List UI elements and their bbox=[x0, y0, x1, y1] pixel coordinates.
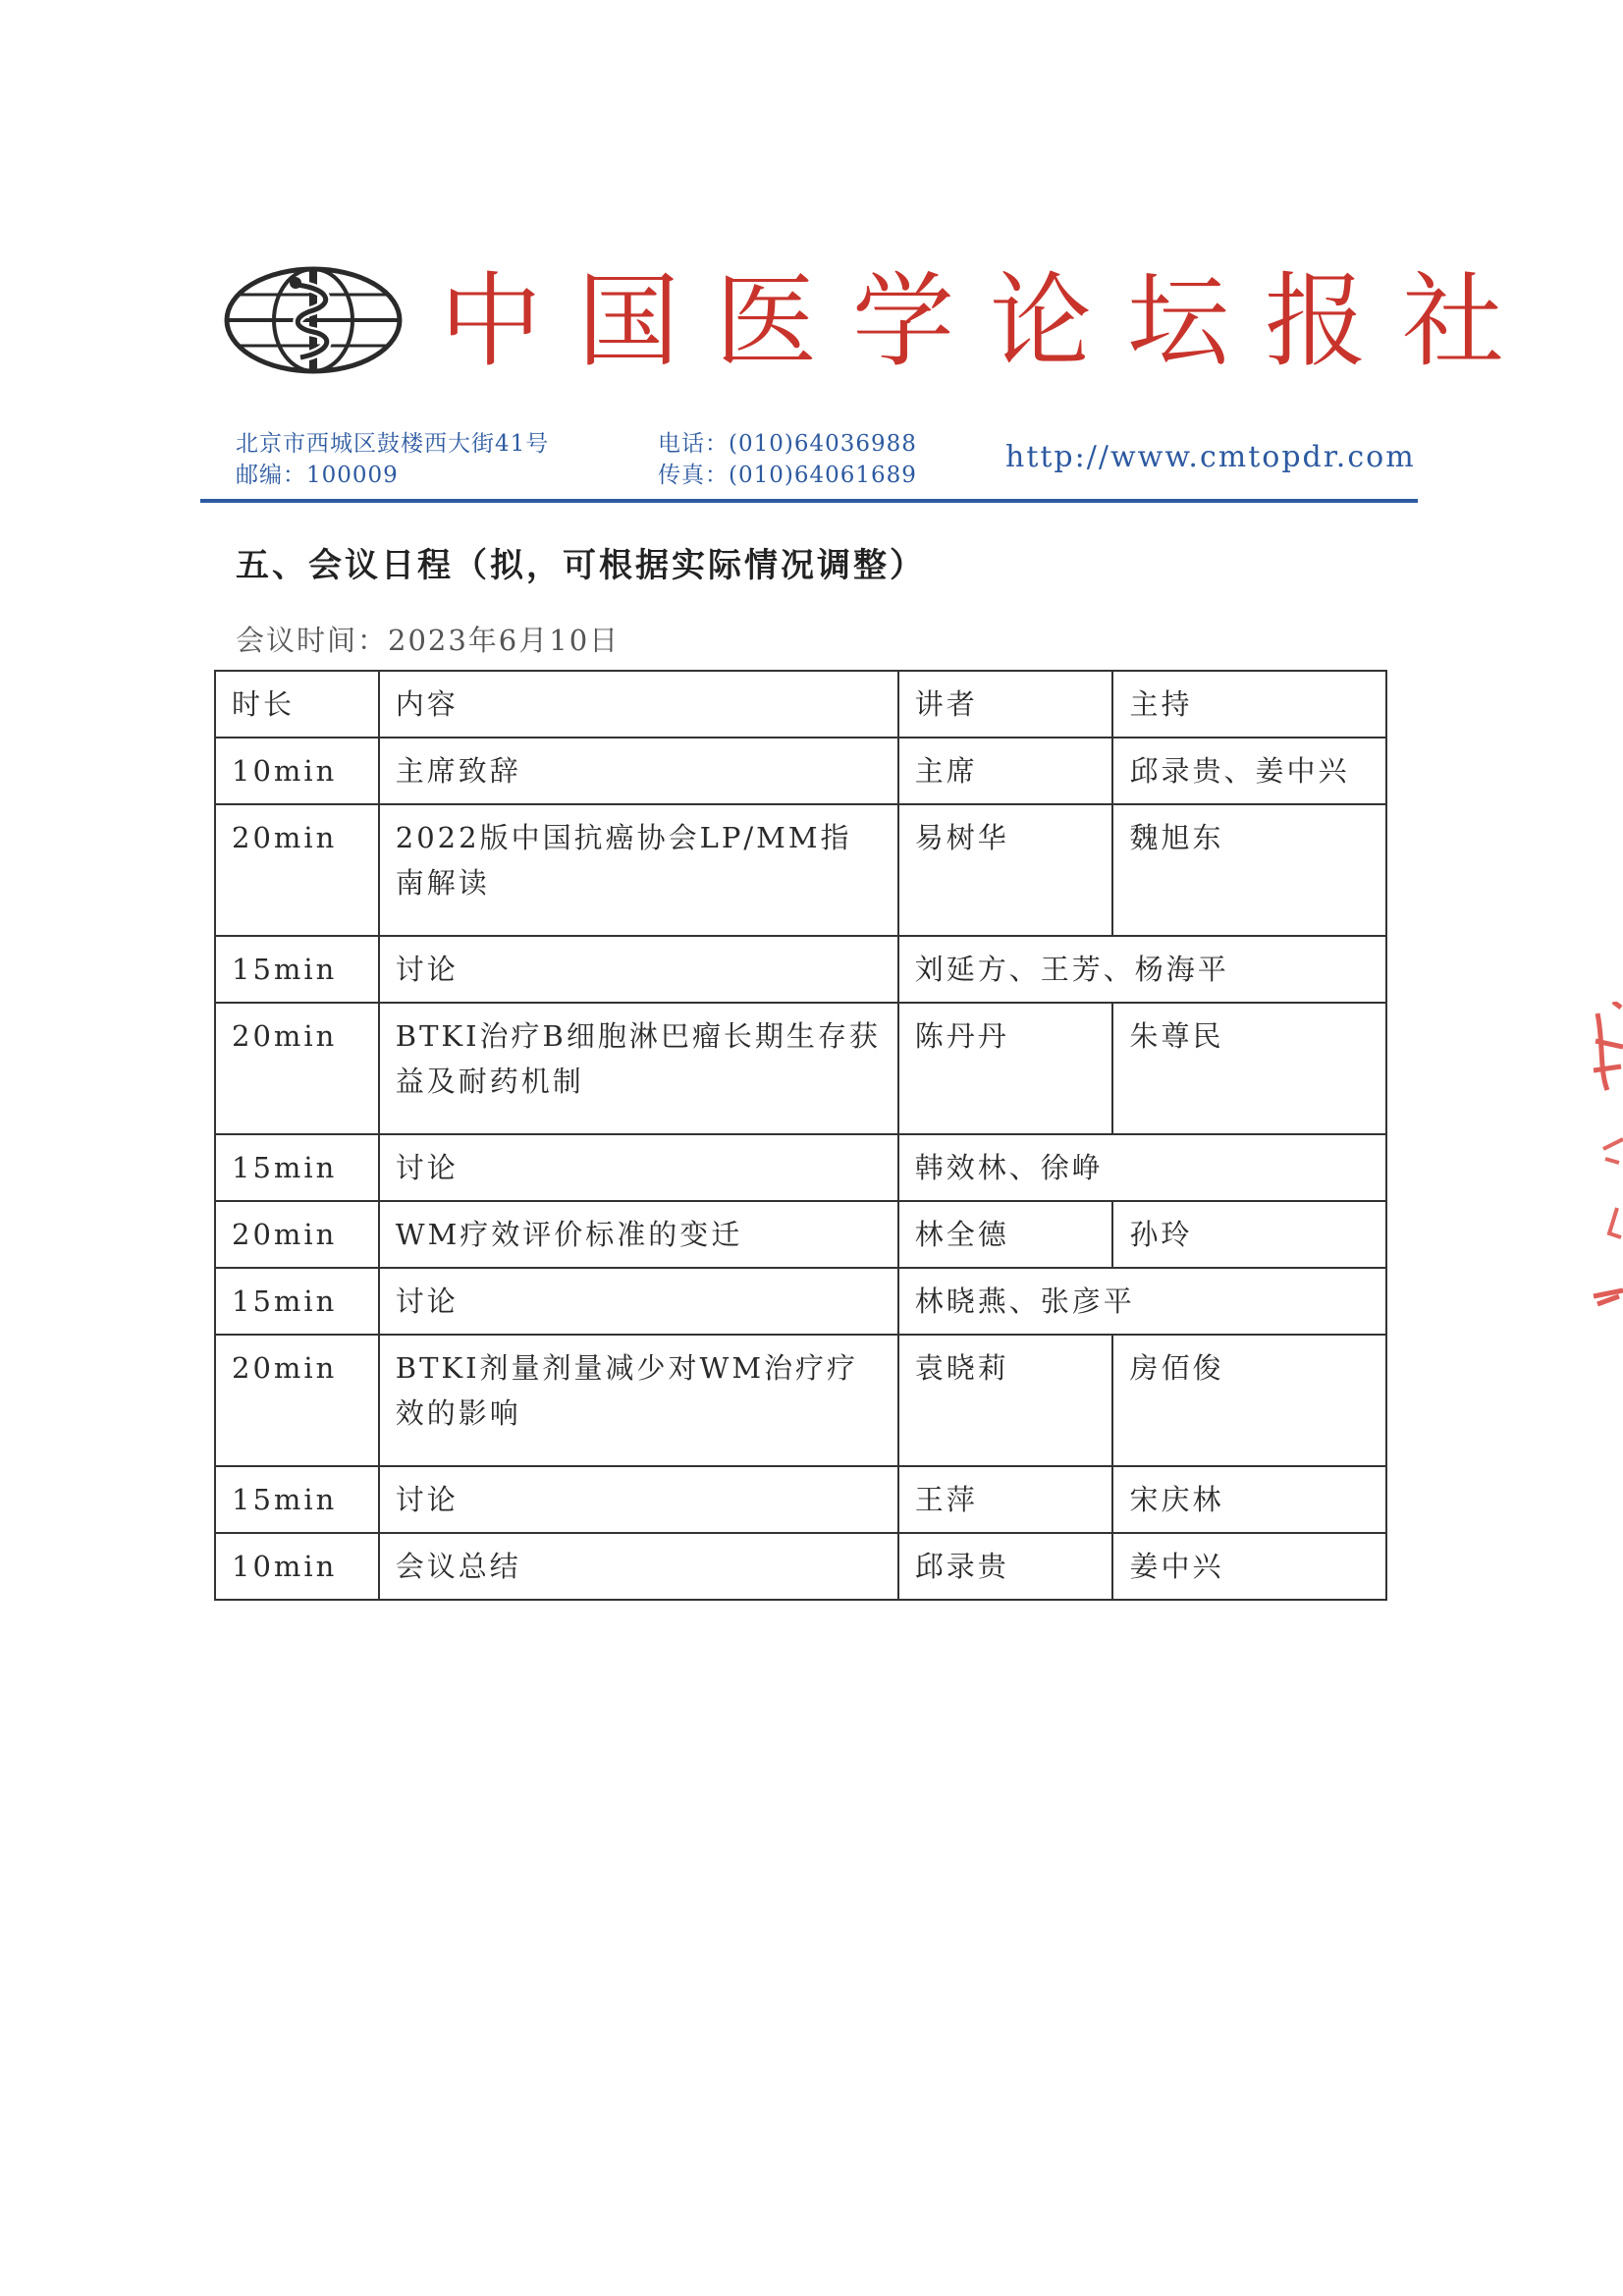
table-row bbox=[215, 936, 1386, 1003]
website-link[interactable]: http://www.cmtopdr.com bbox=[1005, 440, 1416, 474]
duration-cell: 15min bbox=[215, 1134, 379, 1201]
table-row bbox=[215, 1533, 1386, 1600]
host-cell: 孙玲 bbox=[1112, 1201, 1386, 1268]
host-cell: 姜中兴 bbox=[1112, 1533, 1386, 1600]
content-cell: 2022版中国抗癌协会LP/MM指南解读 bbox=[379, 804, 898, 936]
host-cell: 邱录贵、姜中兴 bbox=[1112, 738, 1386, 804]
table-row bbox=[215, 1134, 1386, 1201]
table-row bbox=[215, 1201, 1386, 1268]
header-content: 内容 bbox=[379, 671, 898, 738]
fax-text: 传真：(010)64061689 bbox=[658, 463, 917, 488]
content-cell: 讨论 bbox=[379, 1466, 898, 1533]
organization-logo-icon bbox=[224, 265, 403, 375]
duration-cell: 15min bbox=[215, 1466, 379, 1533]
table-row bbox=[215, 738, 1386, 804]
header-speaker: 讲者 bbox=[898, 671, 1113, 738]
host-cell: 房佰俊 bbox=[1112, 1335, 1386, 1466]
contact-phone-block bbox=[658, 428, 917, 491]
duration-cell: 20min bbox=[215, 1335, 379, 1466]
speaker-cell: 林全德 bbox=[898, 1201, 1113, 1268]
meeting-date: 会议时间：2023年6月10日 bbox=[236, 624, 621, 657]
table-row bbox=[215, 1335, 1386, 1466]
address-text: 北京市西城区鼓楼西大街41号 bbox=[236, 431, 550, 457]
duration-cell: 10min bbox=[215, 738, 379, 804]
speaker-cell: 王萍 bbox=[898, 1466, 1113, 1533]
content-cell: 会议总结 bbox=[379, 1533, 898, 1600]
header-host: 主持 bbox=[1112, 671, 1386, 738]
content-cell: 主席致辞 bbox=[379, 738, 898, 804]
header-duration: 时长 bbox=[215, 671, 379, 738]
content-cell: WM疗效评价标准的变迁 bbox=[379, 1201, 898, 1268]
host-cell: 魏旭东 bbox=[1112, 804, 1386, 936]
table-row bbox=[215, 1268, 1386, 1335]
speaker-cell: 陈丹丹 bbox=[898, 1003, 1113, 1134]
duration-cell: 20min bbox=[215, 1003, 379, 1134]
postcode-text: 邮编：100009 bbox=[236, 463, 399, 488]
discussant-cell: 刘延方、王芳、杨海平 bbox=[898, 936, 1386, 1003]
discussant-cell: 韩效林、徐峥 bbox=[898, 1134, 1386, 1201]
content-cell: BTKI治疗B细胞淋巴瘤长期生存获益及耐药机制 bbox=[379, 1003, 898, 1134]
duration-cell: 20min bbox=[215, 804, 379, 936]
host-cell: 朱尊民 bbox=[1112, 1003, 1386, 1134]
speaker-cell: 邱录贵 bbox=[898, 1533, 1113, 1600]
speaker-cell: 易树华 bbox=[898, 804, 1113, 936]
schedule-table bbox=[214, 670, 1387, 1601]
table-header-row bbox=[215, 671, 1386, 738]
table-row bbox=[215, 1466, 1386, 1533]
seal-stamp-fragment-icon bbox=[1535, 1002, 1623, 1326]
discussant-cell: 林晓燕、张彦平 bbox=[898, 1268, 1386, 1335]
duration-cell: 20min bbox=[215, 1201, 379, 1268]
contact-address-block bbox=[236, 428, 549, 491]
content-cell: 讨论 bbox=[379, 1268, 898, 1335]
duration-cell: 10min bbox=[215, 1533, 379, 1600]
section-title: 五、会议日程（拟，可根据实际情况调整） bbox=[236, 546, 926, 585]
content-cell: 讨论 bbox=[379, 936, 898, 1003]
table-row bbox=[215, 804, 1386, 936]
speaker-cell: 主席 bbox=[898, 738, 1113, 804]
duration-cell: 15min bbox=[215, 936, 379, 1003]
table-row bbox=[215, 1003, 1386, 1134]
content-cell: 讨论 bbox=[379, 1134, 898, 1201]
content-cell: BTKI剂量剂量减少对WM治疗疗效的影响 bbox=[379, 1335, 898, 1466]
header-divider bbox=[200, 499, 1418, 503]
phone-text: 电话：(010)64036988 bbox=[658, 431, 917, 457]
duration-cell: 15min bbox=[215, 1268, 379, 1335]
host-cell: 宋庆林 bbox=[1112, 1466, 1386, 1533]
speaker-cell: 袁晓莉 bbox=[898, 1335, 1113, 1466]
organization-name: 中国医学论坛报社 bbox=[440, 261, 1541, 381]
